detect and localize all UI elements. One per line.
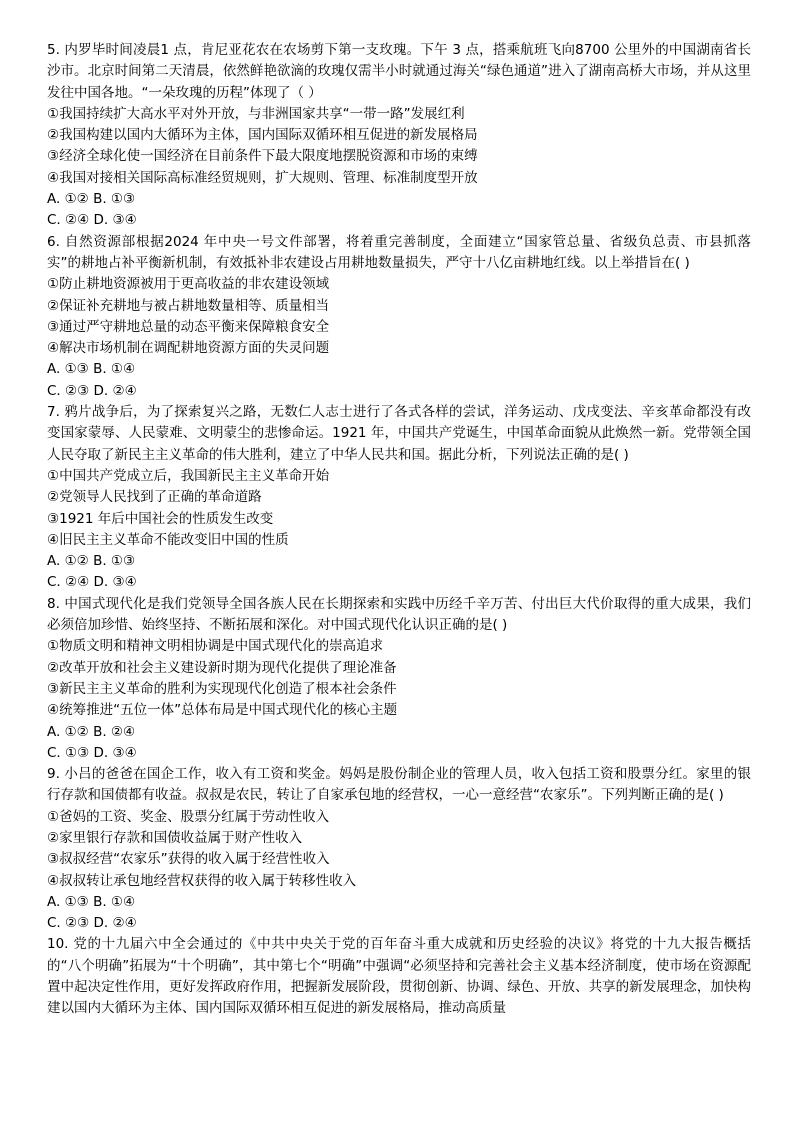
option-4: ④解决市场机制在调配耕地资源方面的失灵问题 bbox=[47, 340, 330, 357]
answer-choices-cd: C. ②③ D. ②④ bbox=[47, 915, 137, 932]
option-4: ④叔叔转让承包地经营权获得的收入属于转移性收入 bbox=[47, 872, 357, 889]
answer-choices-ab: A. ①② B. ①③ bbox=[47, 191, 136, 208]
document-page bbox=[47, 40, 751, 1020]
question-stem: 8. 中国式现代化是我们党领导全国各族人民在长期探索和实践中历经千辛万苦、付出巨大代价取得的重大成果，我们必须倍加珍惜、始终坚持、不断拓展和深化。对中国式现代化认识正确的是( ) bbox=[47, 595, 751, 634]
option-2: ②家里银行存款和国债收益属于财产性收入 bbox=[47, 829, 303, 846]
option-1: ①中国共产党成立后，我国新民主主义革命开始 bbox=[47, 467, 330, 484]
question-stem: 10. 党的十九届六中全会通过的《中共中央关于党的百年奋斗重大成就和历史经验的决议》将党的十九大报告概括的“八个明确”拓展为“十个明确”，其中第七个“明确”中强调“必须坚持和完善社会主义基本经济制度，使市场在资源配置中起决定性作用，更好发挥政府作用，把握新发展阶段，贯彻创新、协调、绿色、开放、共享的新发展理念，加快构建以国内大循环为主体、国内国际双循环相互促进的新发展格局，推动高质量 bbox=[47, 936, 751, 1017]
option-4: ④统筹推进“五位一体”总体布局是中国式现代化的核心主题 bbox=[47, 702, 398, 719]
question-8 bbox=[47, 594, 751, 764]
option-2: ②我国构建以国内大循环为主体，国内国际双循环相互促进的新发展格局 bbox=[47, 127, 478, 144]
answer-choices-ab: A. ①③ B. ①④ bbox=[47, 893, 136, 910]
answer-choices-cd: C. ②③ D. ②④ bbox=[47, 382, 137, 399]
option-2: ②改革开放和社会主义建设新时期为现代化提供了理论准备 bbox=[47, 659, 397, 676]
question-9 bbox=[47, 764, 751, 934]
option-3: ③经济全球化使一国经济在目前条件下最大限度地摆脱资源和市场的束缚 bbox=[47, 148, 478, 165]
question-stem: 7. 鸦片战争后，为了探索复兴之路，无数仁人志士进行了各式各样的尝试，洋务运动、戊戌变法、辛亥革命都没有改变国家蒙辱、人民蒙难、文明蒙尘的悲惨命运。1921 年，中国共产党诞生，中国革命面貌从此焕然一新。党带领全国人民夺取了新民主主义革命的伟大胜利，建立了中华人民共和国。据此分析，下列说法正确的是( ) bbox=[47, 404, 751, 463]
answer-choices-ab: A. ①③ B. ①④ bbox=[47, 361, 136, 378]
option-1: ①物质文明和精神文明相协调是中国式现代化的崇高追求 bbox=[47, 638, 384, 655]
answer-choices-ab: A. ①② B. ②④ bbox=[47, 723, 136, 740]
option-3: ③新民主主义革命的胜利为实现现代化创造了根本社会条件 bbox=[47, 680, 397, 697]
question-5 bbox=[47, 40, 751, 232]
option-1: ①爸妈的工资、奖金、股票分红属于劳动性收入 bbox=[47, 808, 330, 825]
option-4: ④我国对接相关国际高标准经贸规则，扩大规则、管理、标准制度型开放 bbox=[47, 169, 478, 186]
option-3: ③1921 年后中国社会的性质发生改变 bbox=[47, 510, 274, 527]
option-2: ②保证补充耕地与被占耕地数量相等、质量相当 bbox=[47, 297, 330, 314]
question-7 bbox=[47, 402, 751, 594]
question-stem: 5. 内罗毕时间凌晨1 点，肯尼亚花农在农场剪下第一支玫瑰。下午 3 点，搭乘航班飞向8700 公里外的中国湖南省长沙市。北京时间第二天清晨，依然鲜艳欲滴的玫瑰仅需半小时就通过海关“绿色通道”进入了湖南高桥大市场，并从这里发往中国各地。“一朵玫瑰的历程”体现了（ ） bbox=[47, 42, 751, 101]
option-1: ①防止耕地资源被用于更高收益的非农建设领域 bbox=[47, 276, 330, 293]
answer-choices-cd: C. ①③ D. ③④ bbox=[47, 744, 137, 761]
answer-choices-cd: C. ②④ D. ③④ bbox=[47, 212, 137, 229]
option-1: ①我国持续扩大高水平对外开放，与非洲国家共享“一带一路”发展红利 bbox=[47, 105, 465, 122]
option-4: ④旧民主主义革命不能改变旧中国的性质 bbox=[47, 531, 289, 548]
question-stem: 6. 自然资源部根据2024 年中央一号文件部署，将着重完善制度，全面建立“国家管总量、省级负总责、市县抓落实”的耕地占补平衡新机制，有效抵补非农建设占用耕地数量损失，严守十八亿亩耕地红线。以上举措旨在( ) bbox=[47, 233, 751, 271]
answer-choices-cd: C. ②④ D. ③④ bbox=[47, 574, 137, 591]
option-3: ③叔叔经营“农家乐”获得的收入属于经营性收入 bbox=[47, 851, 330, 868]
answer-choices-ab: A. ①② B. ①③ bbox=[47, 553, 136, 570]
option-2: ②党领导人民找到了正确的革命道路 bbox=[47, 489, 262, 506]
question-10 bbox=[47, 934, 751, 1019]
question-stem: 9. 小吕的爸爸在国企工作，收入有工资和奖金。妈妈是股份制企业的管理人员，收入包括工资和股票分红。家里的银行存款和国债都有收益。叔叔是农民，转让了自家承包地的经营权，一心一意经营“农家乐”。下列判断正确的是( ) bbox=[47, 766, 751, 804]
option-3: ③通过严守耕地总量的动态平衡来保障粮食安全 bbox=[47, 318, 330, 335]
question-6 bbox=[47, 232, 751, 402]
